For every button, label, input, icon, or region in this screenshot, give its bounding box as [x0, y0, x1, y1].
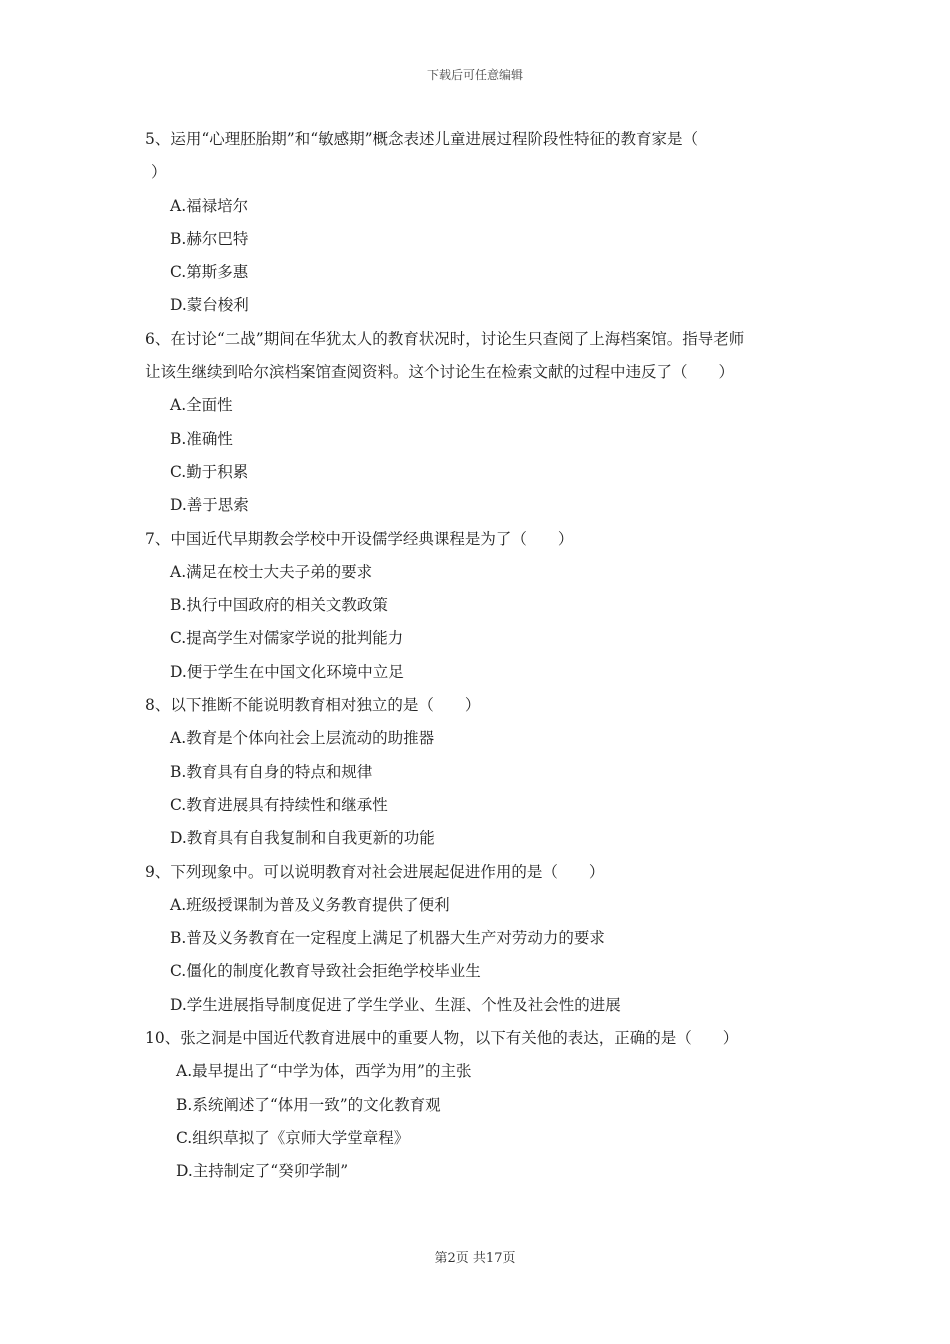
question-9-option-b: B.普及义务教育在一定程度上满足了机器大生产对劳动力的要求 — [170, 929, 605, 948]
question-7-stem: 7、中国近代早期教会学校中开设儒学经典课程是为了（ ） — [145, 529, 574, 548]
question-5-option-b: B.赫尔巴特 — [170, 229, 249, 248]
question-list — [145, 123, 825, 1189]
question-6-option-a: A.全面性 — [170, 396, 233, 415]
question-5-stem-line-1: 5、运用“心理胚胎期”和“敏感期”概念表述儿童进展过程阶段性特征的教育家是（ — [145, 130, 699, 148]
question-9-stem: 9、下列现象中。可以说明教育对社会进展起促进作用的是（ ） — [145, 862, 605, 881]
question-10-option-d: D.主持制定了“癸卯学制” — [176, 1162, 349, 1181]
question-6-option-c: C.勤于积累 — [170, 462, 249, 481]
question-7-option-a: A.满足在校士大夫子弟的要求 — [170, 562, 373, 581]
question-7-option-c: C.提高学生对儒家学说的批判能力 — [170, 629, 404, 648]
question-8-option-b: B.教育具有自身的特点和规律 — [170, 762, 373, 781]
question-8-stem: 8、以下推断不能说明教育相对独立的是（ ） — [145, 696, 481, 715]
question-7-option-d: D.便于学生在中国文化环境中立足 — [170, 662, 404, 681]
question-6-option-d: D.善于思索 — [170, 496, 249, 515]
question-9-option-a: A.班级授课制为普及义务教育提供了便利 — [170, 895, 450, 914]
question-8-option-c: C.教育进展具有持续性和继承性 — [170, 795, 388, 814]
question-10-option-b: B.系统阐述了“体用一致”的文化教育观 — [176, 1095, 441, 1114]
page-header: 下载后可任意编辑 — [426, 68, 523, 82]
question-10-stem: 10、张之洞是中国近代教育进展中的重要人物，以下有关他的表达，正确的是（ ） — [145, 1029, 739, 1048]
question-8-option-d: D.教育具有自我复制和自我更新的功能 — [170, 829, 435, 848]
question-6-stem-line-1: 6、在讨论“二战”期间在华犹太人的教育状况时，讨论生只查阅了上海档案馆。指导老师 — [145, 329, 745, 348]
question-7-option-b: B.执行中国政府的相关文教政策 — [170, 596, 388, 615]
question-10-option-a: A.最早提出了“中学为体，西学为用”的主张 — [176, 1062, 472, 1081]
question-10-option-c: C.组织草拟了《京师大学堂章程》 — [176, 1128, 410, 1147]
question-9-option-d: D.学生进展指导制度促进了学生学业、生涯、个性及社会性的进展 — [170, 995, 621, 1014]
question-5-option-d: D.蒙台梭利 — [170, 296, 249, 315]
page-footer: 第2页 共17页 — [434, 1251, 516, 1266]
question-5-option-a: A.福禄培尔 — [170, 196, 249, 215]
question-6-option-b: B.准确性 — [170, 429, 233, 448]
question-6-stem-line-2: 让该生继续到哈尔滨档案馆查阅资料。这个讨论生在检索文献的过程中违反了（ ） — [145, 363, 735, 382]
question-8-option-a: A.教育是个体向社会上层流动的助推器 — [170, 729, 435, 748]
question-5-option-c: C.第斯多惠 — [170, 263, 249, 282]
question-9-option-c: C.僵化的制度化教育导致社会拒绝学校毕业生 — [170, 962, 481, 981]
question-5-stem-line-2: ） — [151, 163, 167, 182]
